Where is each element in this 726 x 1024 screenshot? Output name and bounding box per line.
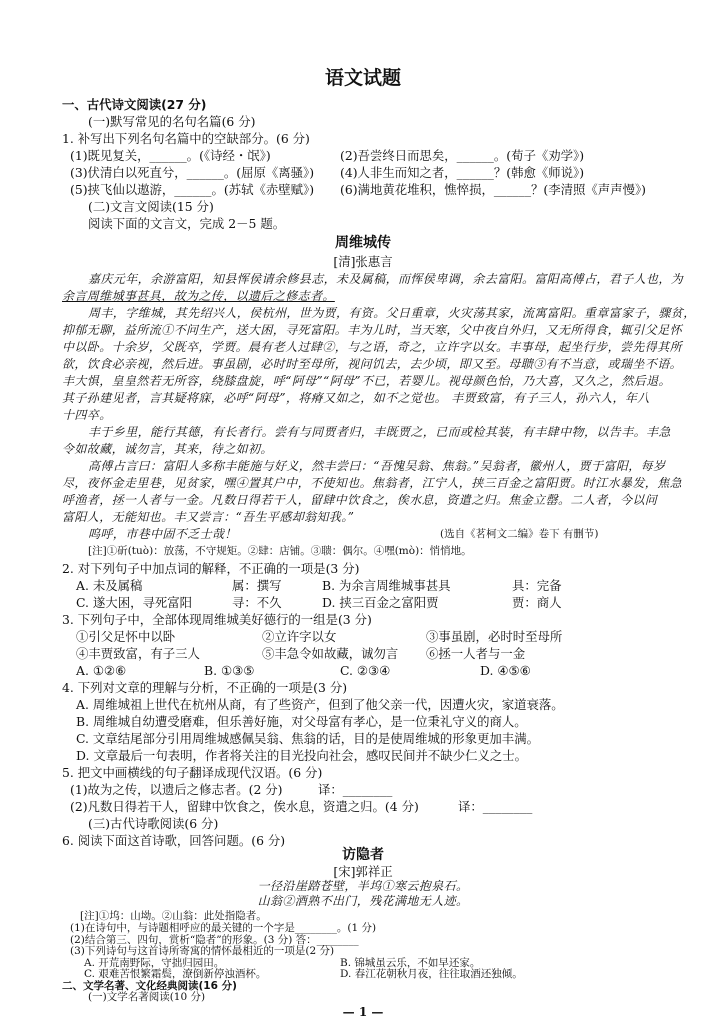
reading-instruction: 阅读下面的文言文，完成 2－5 题。 (88, 216, 286, 231)
q1-line-2: (2)吾尝终日而思矣，______。(荀子《劝学》) (340, 148, 585, 163)
q6-option-d: D. 春江花朝秋月夜，往往取酒还独倾。 (340, 968, 523, 980)
subsection-poetry: (三)古代诗歌阅读(6 分) (88, 816, 219, 831)
q6-item-3: (3)下列诗句与这首诗所寄寓的情怀最相近的一项是(2 分) (70, 945, 335, 957)
passage-line: 丰大惧，皇皇然若无所容，绕膝盘旋，呼“阿母”“阿母”不已，若婴儿。视母颜色怡，乃大喜，又久之，然后退。 (62, 374, 671, 388)
passage-line: 十四卒。 (62, 408, 112, 422)
q3-item: ①引父足怀中以卧 (76, 629, 176, 644)
question-5-stem: 5. 把文中画横线的句子翻译成现代汉语。(6 分) (62, 765, 323, 780)
q3-choice-d: D. ④⑤⑥ (480, 663, 531, 678)
q4-option-c: C. 文章结尾部分引用周维城感佩吴翁、焦翁的话，目的是使周维城的形象更加丰满。 (76, 731, 539, 746)
q6-option-a: A. 开荒南野际，守拙归园田。 (84, 956, 225, 969)
q2-option-a: A. 未及属稿 (76, 578, 143, 593)
q2-option-c: C. 遂大困，寻死富阳 (76, 595, 193, 610)
q2-option-a-gloss: 属：撰写 (232, 578, 282, 593)
question-4-stem: 4. 下列对文章的理解与分析，不正确的一项是(3 分) (62, 680, 348, 695)
poem-line-1: 一径沿崖踏苍壁，半坞①寒云抱泉石。 (257, 879, 469, 893)
passage-line: 高傅占言曰：富阳人多称丰能施与好义，然丰尝曰：“吾愧吴翁、焦翁。”吴翁者，徽州人，贾于富阳，每岁 (88, 459, 666, 473)
q2-option-d: D. 挟三百金之富阳贾 (322, 595, 439, 610)
section-1-header: 一、古代诗文阅读(27 分) (62, 97, 207, 112)
q3-item: ⑥拯一人者与一金 (426, 646, 526, 661)
q2-option-c-gloss: 寻：不久 (232, 595, 282, 610)
q1-line-5: (5)挟飞仙以遨游，______。(苏轼《赤壁赋》) (70, 182, 315, 197)
passage-line: 周丰，字维城，其先绍兴人，侯杭州，世为贾，有资。父日重章，火灾荡其家，流寓富阳。重章富家子，骤贫， (88, 306, 696, 320)
question-2-stem: 2. 对下列句子中加点词的解释，不正确的一项是(3 分) (62, 561, 360, 576)
subsection-literature: (一)文学名著阅读(10 分) (88, 991, 206, 1003)
q3-item: ⑤丰急令如故藏，诚勿言 (262, 646, 399, 661)
q6-option-c: C. 艰难苦恨繁霜鬓，潦倒新停浊酒杯。 (84, 968, 267, 980)
q4-option-d: D. 文章最后一句表明，作者将关注的目光投向社会，感叹民间并不缺少仁义之士。 (76, 748, 528, 763)
question-3-stem: 3. 下列句子中，全部体现周维城美好德行的一组是(3 分) (62, 612, 372, 627)
q3-choice-a: A. ①②⑥ (76, 663, 127, 678)
passage-line: 呜呼，市巷中固不乏士哉！ (88, 527, 237, 541)
passage-line: 丰于乡里，能行其德，有长者行。尝有与同贾者归，丰既贾之，已而或检其装，有丰肆中物，以告丰。丰急 (88, 425, 671, 439)
subsection-classical-prose: (二)文言文阅读(15 分) (88, 199, 214, 214)
passage-line: 呼渔者，拯一人者与一金。凡数日得若干人，留肆中饮食之，俟水息，资遣之归。焦金立罄。二人者，今以问 (62, 493, 658, 507)
question-1-stem: 1. 补写出下列名句名篇中的空缺部分。(6 分) (62, 131, 310, 146)
poem-notes: [注]①坞：山坳。②山翁：此处指隐者。 (80, 910, 267, 922)
passage-notes: [注]①斫(tuò)：放荡，不守规矩。②肆：店铺。③聩：偶尔。④嘿(mò)：悄悄地。 (88, 545, 472, 557)
q6-option-b: B. 锦城虽云乐，不如早还家。 (340, 956, 481, 969)
q5-answer-blank-2[interactable]: 译：________ (458, 799, 533, 814)
q6-item-2: (2)结合第三、四句，赏析“隐者”的形象。(3 分) 答：________ (70, 933, 359, 946)
q2-option-b-gloss: 具：完备 (512, 578, 562, 593)
passage-line: 余言周维城事甚具，故为之传，以遗后之修志者。 (62, 289, 335, 303)
q3-choice-b: B. ①③⑤ (204, 663, 255, 678)
q6-item-1: (1)在诗句中，与诗题相呼应的最关键的一个字是________。(1 分) (70, 922, 377, 934)
q5-answer-blank-1[interactable]: 译：________ (318, 782, 393, 797)
q4-option-a: A. 周维城祖上世代在杭州从商，有了些资产，但到了他父亲一代，因遭火灾，家道衰落。 (76, 697, 564, 712)
q3-item: ④丰贾致富，有子三人 (76, 646, 200, 661)
poem-title: 访隐者 (342, 847, 384, 863)
passage-line: 抑郁无聊，益所流①不问生产，送大困，寻死富阳。丰为儿时，当天寒，父中夜自外归，又无所得食，辄引父足怀 (62, 323, 683, 337)
passage-line: 嘉庆元年，余游富阳，知县恽侯请余修县志，未及属稿，而恽侯卑调，余去富阳。富阳高傅占，君子人也，为 (88, 272, 684, 286)
passage-line: 其子孙建见者，言其疑将寐，必呼“阿母”，将瘠又如之，如不之觉也。 丰贾致富，有子三人，孙六人，年八 (62, 391, 650, 405)
poem-line-2: 山翁②酒熟不出门，残花满地无人迹。 (257, 894, 469, 908)
q4-option-b: B. 周维城自幼遭受磨难，但乐善好施，对父母富有孝心，是一位秉礼守义的商人。 (76, 714, 527, 729)
passage-line: 中以卧。十余岁，父既卒，学贾。晨有老人过肆②，与之语，奇之，立许字以女。丰事母，起坐行步，尝先得其所 (62, 340, 683, 354)
poem-author: [宋]郭祥正 (333, 864, 393, 879)
page-number: — 1 — (342, 1005, 384, 1019)
q3-choice-c: C. ②③④ (340, 663, 391, 678)
q5-item-1: (1)故为之传，以遗后之修志者。(2 分) (70, 782, 283, 797)
question-6-stem: 6. 阅读下面这首诗歌，回答问题。(6 分) (62, 833, 286, 848)
q1-line-6: (6)满地黄花堆积，憔悴损，______？(李清照《声声慢》) (340, 182, 647, 197)
passage-line: 尽，夜怀金走里巷，见贫家，嘿④置其户中，不使知也。焦翁者，江宁人，挟三百金之富阳贾。时江水暴发，焦急 (62, 476, 683, 490)
q1-line-4: (4)人非生而知之者，______？(韩愈《师说》) (340, 165, 585, 180)
passage-source: (选自《茗柯文二编》卷下 有删节) (440, 528, 599, 540)
q3-item: ②立许字以女 (262, 629, 337, 644)
q3-item: ③事虽剧，必时时至母所 (426, 629, 563, 644)
q1-line-3: (3)伏清白以死直兮，______。(屈原《离骚》) (70, 165, 315, 180)
q1-line-1: (1)既见复关，______。(《诗经・氓》) (70, 148, 271, 163)
passage-author: [清]张惠言 (333, 254, 393, 269)
section-2-header: 二、文学名著、文化经典阅读(16 分) (62, 979, 237, 992)
passage-line: 令如故藏，诚勿言，其来，待之如初。 (62, 442, 273, 456)
q5-item-2: (2)凡数日得若干人，留肆中饮食之，俟水息，资遣之归。(4 分) (70, 799, 419, 814)
q2-option-d-gloss: 贾：商人 (512, 595, 562, 610)
subsection-recitation: (一)默写常见的名句名篇(6 分) (88, 114, 256, 129)
passage-title: 周维城传 (335, 235, 391, 251)
passage-line: 富阳人，无能知也。丰又尝言：“吾生平感却翁知我。” (62, 510, 355, 524)
page-title: 语文试题 (324, 67, 401, 89)
q2-option-b: B. 为余言周维城事甚具 (322, 578, 451, 593)
passage-line: 欲，饮食必亲视，然后进。事虽剧，必时时至母所，视问饥去，去少顷，即又至。母聩③有不当意，或瑞坐不语。 (62, 357, 683, 371)
